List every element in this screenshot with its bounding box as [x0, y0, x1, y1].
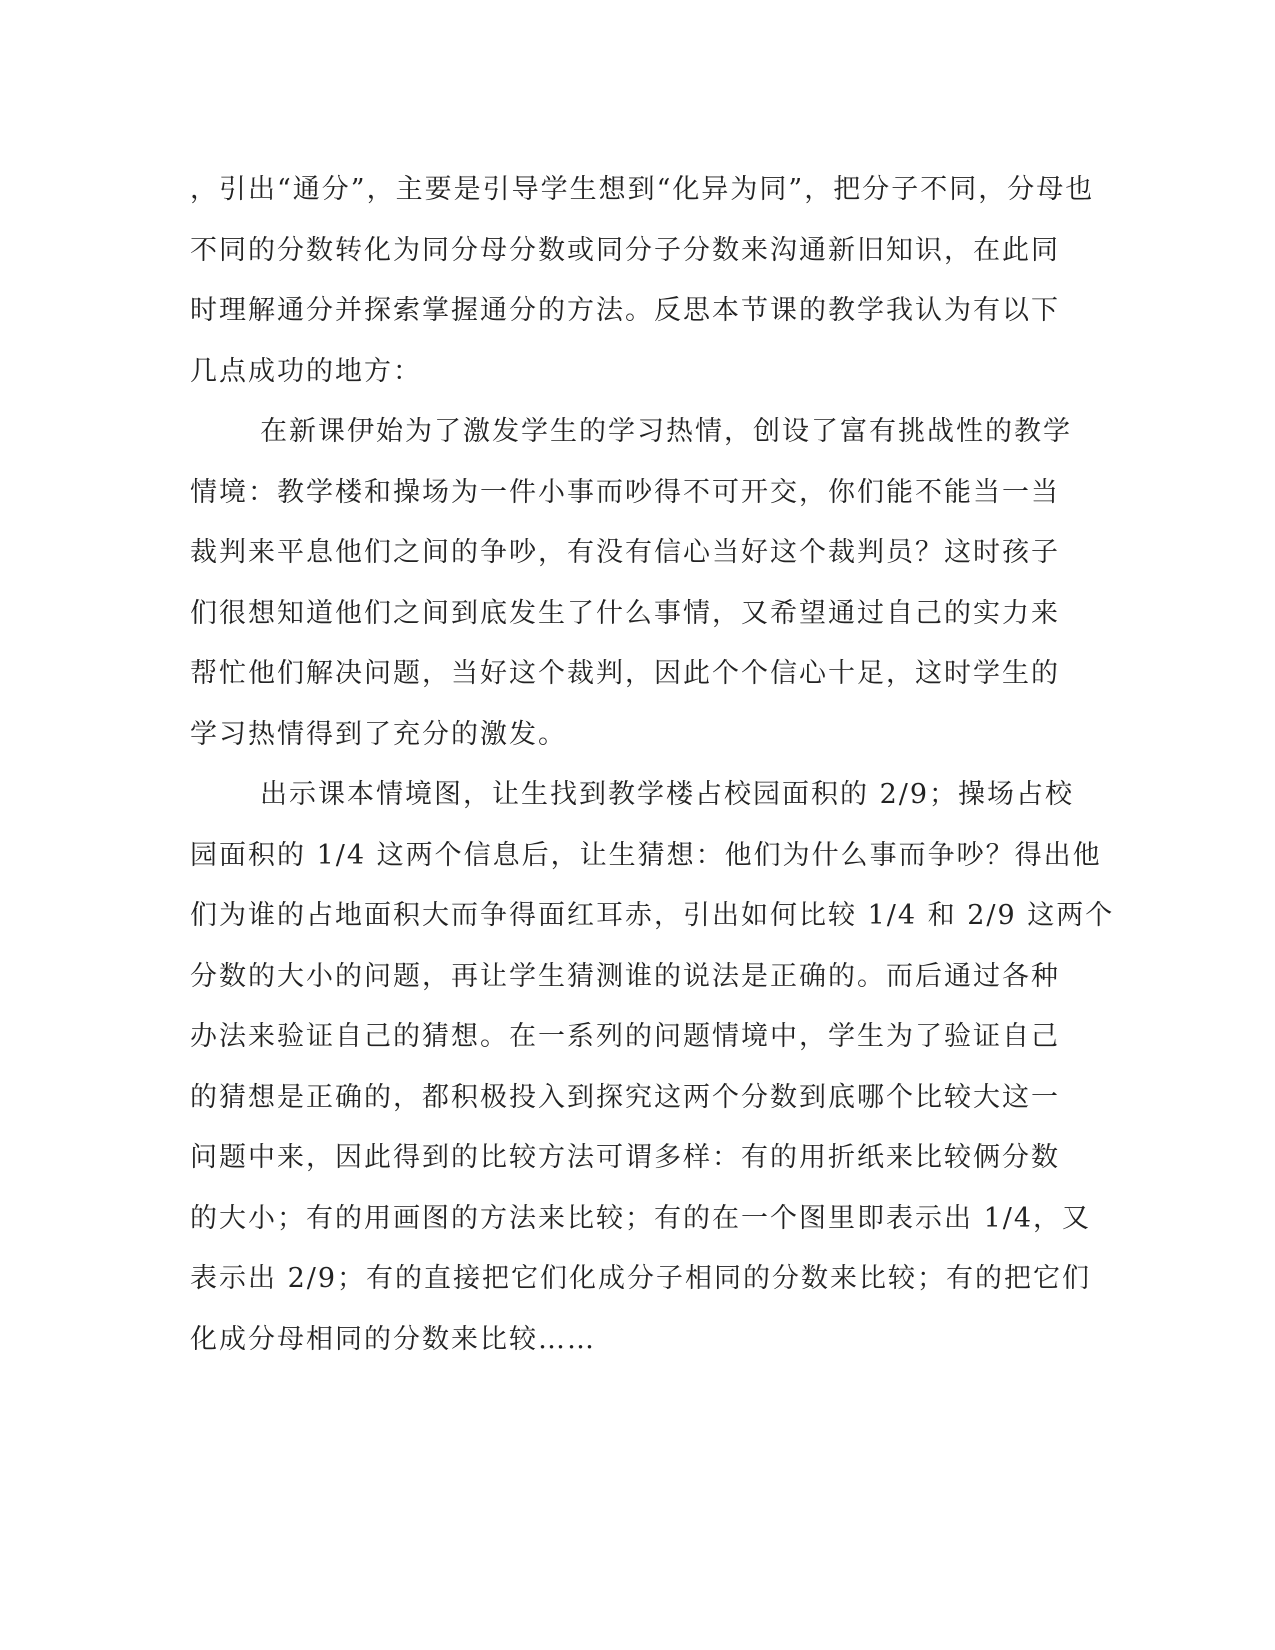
- text-line: 在新课伊始为了激发学生的学习热情，创设了富有挑战性的教学: [260, 416, 1072, 447]
- text-line: 们很想知道他们之间到底发生了什么事情，又希望通过自己的实力来: [190, 597, 1060, 629]
- text-line: ，引出“通分”，主要是引导学生想到“化异为同”，把分子不同，分母也: [190, 174, 1095, 205]
- text-line: 园面积的 1/4 这两个信息后，让生猜想：他们为什么事而争吵？得出他: [190, 839, 1102, 871]
- document-body: [190, 160, 1115, 1370]
- text-line: 化成分母相同的分数来比较……: [190, 1323, 596, 1355]
- text-line: 帮忙他们解决问题，当好这个裁判，因此个个信心十足，这时学生的: [190, 658, 1060, 689]
- text-line: 时理解通分并探索掌握通分的方法。反思本节课的教学我认为有以下: [190, 295, 1060, 326]
- paragraph-1: [190, 160, 1095, 402]
- paragraph-3: [190, 765, 1115, 1370]
- text-line: 的大小；有的用画图的方法来比较；有的在一个图里即表示出 1/4，又: [190, 1202, 1092, 1234]
- text-line: 学习热情得到了充分的激发。: [190, 718, 567, 750]
- text-line: 裁判来平息他们之间的争吵，有没有信心当好这个裁判员？这时孩子: [190, 537, 1060, 568]
- text-line: 表示出 2/9；有的直接把它们化成分子相同的分数来比较；有的把它们: [190, 1263, 1092, 1294]
- text-line: 情境：教学楼和操场为一件小事而吵得不可开交，你们能不能当一当: [190, 476, 1060, 508]
- text-line: 的猜想是正确的，都积极投入到探究这两个分数到底哪个比较大这一: [190, 1081, 1060, 1113]
- text-line: 分数的大小的问题，再让学生猜测谁的说法是正确的。而后通过各种: [190, 960, 1060, 992]
- text-line: 办法来验证自己的猜想。在一系列的问题情境中，学生为了验证自己: [190, 1021, 1060, 1052]
- text-line: 们为谁的占地面积大而争得面红耳赤，引出如何比较 1/4 和 2/9 这两个: [190, 900, 1115, 931]
- paragraph-2: [190, 402, 1085, 765]
- text-line: 问题中来，因此得到的比较方法可谓多样：有的用折纸来比较俩分数: [190, 1142, 1060, 1173]
- text-line: 几点成功的地方：: [190, 355, 422, 387]
- text-line: 不同的分数转化为同分母分数或同分子分数来沟通新旧知识，在此同: [190, 234, 1060, 266]
- text-line: 出示课本情境图，让生找到教学楼占校园面积的 2/9；操场占校: [260, 779, 1075, 810]
